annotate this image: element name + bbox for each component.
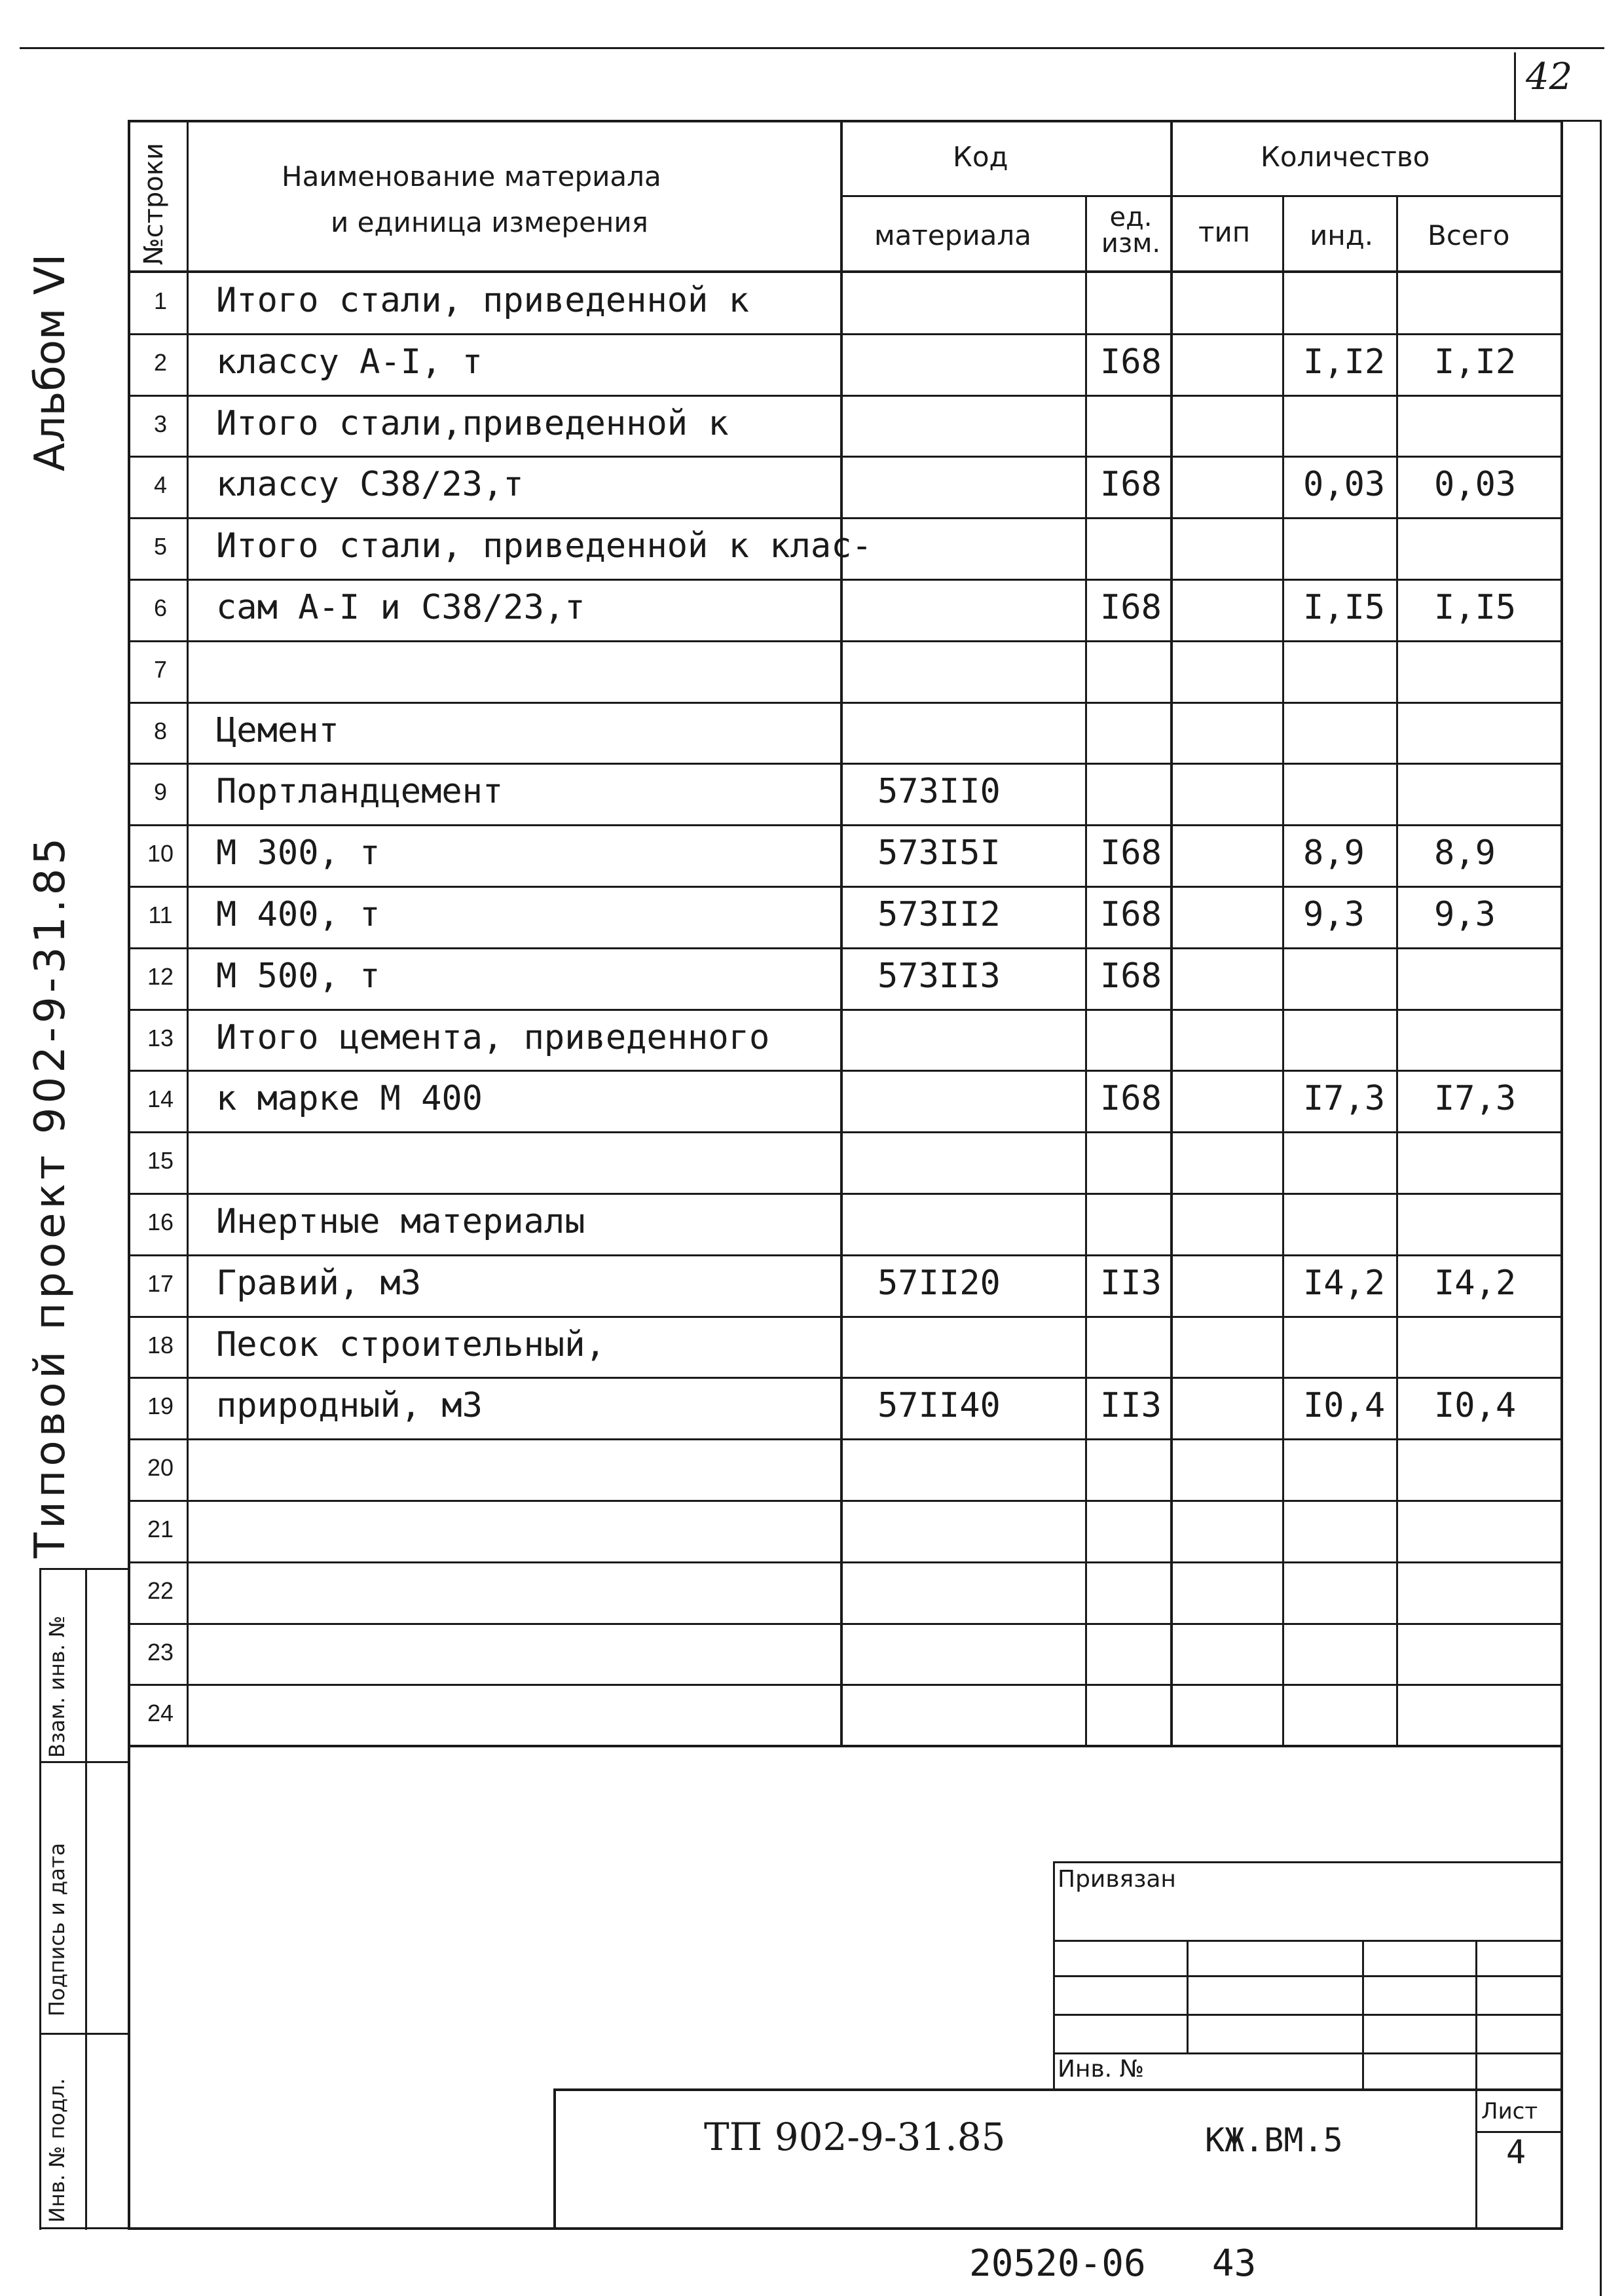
row-divider <box>128 947 1562 949</box>
page-number: 42 <box>1526 56 1573 98</box>
header-bottom <box>128 270 1562 273</box>
row-number: 23 <box>147 1639 174 1666</box>
podpis-data-label: Подпись и дата <box>45 1842 69 2016</box>
document-mark: КЖ.ВМ.5 <box>1205 2121 1343 2159</box>
frame-left <box>128 120 130 2230</box>
stamp-row3 <box>1053 2014 1562 2016</box>
row-material-code: 573II3 <box>877 957 1001 996</box>
header-qty-total: Всего <box>1428 219 1510 251</box>
row-material-name: к марке М 400 <box>216 1079 483 1118</box>
stamp-row4 <box>1053 2052 1562 2054</box>
side-strip-bottom <box>39 2227 130 2229</box>
inv-no-label: Инв. № <box>1058 2056 1145 2083</box>
side-strip-div1 <box>39 1761 130 1763</box>
row-unit-code: I68 <box>1100 588 1162 627</box>
row-divider <box>128 1500 1562 1502</box>
row-qty-ind: 0,03 <box>1303 465 1386 504</box>
row-number: 2 <box>153 349 168 376</box>
top-border-line <box>20 47 1604 49</box>
row-material-name: Инертные материалы <box>216 1202 585 1241</box>
row-qty-total: 9,3 <box>1434 895 1496 934</box>
stamp-col3 <box>1475 1940 1477 2228</box>
row-unit-code: II3 <box>1100 1264 1162 1303</box>
row-qty-ind: I4,2 <box>1303 1264 1386 1303</box>
col-line-ind <box>1282 196 1284 1747</box>
side-strip-top <box>39 1568 130 1570</box>
row-material-code: 573II0 <box>877 772 1001 811</box>
row-qty-total: I0,4 <box>1434 1386 1517 1425</box>
row-divider <box>128 1254 1562 1256</box>
row-number: 17 <box>147 1270 174 1297</box>
row-qty-ind: I0,4 <box>1303 1386 1386 1425</box>
row-material-code: 57II40 <box>877 1386 1001 1425</box>
col-line-code <box>840 120 843 1747</box>
row-material-code: 57II20 <box>877 1264 1001 1303</box>
row-divider <box>128 1623 1562 1625</box>
document-code: ТП 902-9-31.85 <box>704 2115 1006 2159</box>
header-qty-ind: инд. <box>1310 219 1374 251</box>
row-divider <box>128 1561 1562 1563</box>
footer-number: 20520-06 43 <box>969 2242 1257 2285</box>
row-number: 19 <box>147 1393 174 1419</box>
row-qty-ind: 8,9 <box>1303 833 1365 873</box>
row-number: 1 <box>153 287 168 314</box>
row-number: 11 <box>148 902 173 928</box>
row-unit-code: I68 <box>1100 1079 1162 1118</box>
row-unit-code: I68 <box>1100 833 1162 873</box>
header-name-line1: Наименование материала <box>282 160 661 192</box>
row-divider <box>128 1193 1562 1195</box>
row-unit-code: I68 <box>1100 895 1162 934</box>
row-material-name: Песок строительный, <box>216 1325 606 1364</box>
row-qty-ind: 9,3 <box>1303 895 1365 934</box>
right-margin-line <box>1600 121 1602 2296</box>
row-material-name: Гравий, м3 <box>216 1264 422 1303</box>
row-unit-code: I68 <box>1100 465 1162 504</box>
header-qty-type: тип <box>1198 216 1251 248</box>
row-material-name: Цемент <box>216 711 339 750</box>
header-code: Код <box>953 141 1008 173</box>
row-qty-total: 0,03 <box>1434 465 1517 504</box>
sheet-label: Лист <box>1481 2098 1538 2124</box>
row-qty-total: 8,9 <box>1434 833 1496 873</box>
row-divider <box>128 702 1562 704</box>
row-number: 21 <box>147 1516 174 1542</box>
row-material-name: М 500, т <box>216 957 380 996</box>
row-number: 13 <box>147 1025 174 1051</box>
row-material-name: Итого стали,приведенной к <box>216 404 729 443</box>
row-number: 5 <box>153 533 168 560</box>
row-divider <box>128 824 1562 826</box>
project-label: Типовой проект 902-9-31.85 <box>26 833 75 1558</box>
row-unit-code: I68 <box>1100 957 1162 996</box>
row-divider <box>128 640 1562 642</box>
stamp-main-left <box>553 2088 556 2229</box>
row-qty-total: I4,2 <box>1434 1264 1517 1303</box>
stamp-col1 <box>1187 1940 1189 2052</box>
col-line-rowno <box>187 120 189 1747</box>
row-qty-total: I,I5 <box>1434 588 1517 627</box>
row-number: 22 <box>147 1577 174 1604</box>
row-divider <box>128 456 1562 458</box>
row-number: 20 <box>147 1454 174 1481</box>
row-material-name: сам A-I и С38/23,т <box>216 588 585 627</box>
stamp-main-top <box>553 2088 1562 2091</box>
col-line-qty <box>1170 120 1173 1747</box>
row-material-code: 573II2 <box>877 895 1001 934</box>
row-divider <box>128 1438 1562 1440</box>
row-divider <box>128 333 1562 335</box>
vzam-inv-label: Взам. инв. № <box>45 1615 69 1758</box>
row-divider <box>128 1070 1562 1072</box>
row-number: 15 <box>147 1147 174 1174</box>
row-divider <box>128 886 1562 888</box>
row-qty-ind: I,I5 <box>1303 588 1386 627</box>
row-material-name: М 300, т <box>216 833 380 873</box>
row-material-name: Портландцемент <box>216 772 504 811</box>
header-name-line2: и единица измерения <box>331 206 648 238</box>
stamp-row2 <box>1053 1975 1562 1977</box>
row-material-name: Итого цемента, приведенного <box>216 1018 770 1057</box>
row-number: 8 <box>153 718 168 744</box>
row-qty-ind: I7,3 <box>1303 1079 1386 1118</box>
row-divider <box>128 1684 1562 1686</box>
row-material-name: М 400, т <box>216 895 380 934</box>
header-code-material: материала <box>874 219 1032 251</box>
album-label: Альбом VI <box>26 253 75 471</box>
inv-podl-label: Инв. № подл. <box>45 2078 69 2223</box>
privyazan-label: Привязан <box>1058 1866 1176 1893</box>
header-code-unit: ед. изм. <box>1101 202 1161 259</box>
row-number: 4 <box>153 471 168 498</box>
side-strip-right <box>85 1568 87 2230</box>
stamp-row1 <box>1053 1940 1562 1942</box>
row-qty-total: I,I2 <box>1434 342 1517 382</box>
row-material-name: природный, м3 <box>216 1386 483 1425</box>
row-number: 16 <box>147 1209 174 1235</box>
row-number: 12 <box>147 963 174 990</box>
row-number: 14 <box>147 1085 174 1112</box>
row-material-code: 573I5I <box>877 833 1001 873</box>
row-qty-ind: I,I2 <box>1303 342 1386 382</box>
row-material-name: Итого стали, приведенной к клас- <box>216 526 872 566</box>
row-number: 18 <box>147 1332 174 1358</box>
stamp-col2 <box>1362 1940 1364 2090</box>
row-number: 9 <box>153 778 168 805</box>
frame-bottom <box>128 2227 1562 2230</box>
frame-right <box>1560 120 1563 2230</box>
page-number-box-left <box>1514 52 1516 121</box>
header-quantity: Количество <box>1261 141 1430 173</box>
row-number: 24 <box>147 1700 174 1726</box>
table-bottom <box>128 1745 1562 1747</box>
row-unit-code: I68 <box>1100 342 1162 382</box>
row-divider <box>128 763 1562 765</box>
row-divider <box>128 1316 1562 1318</box>
row-material-name: классу С38/23,т <box>216 465 524 504</box>
row-divider <box>128 517 1562 519</box>
row-divider <box>128 395 1562 397</box>
stamp-top <box>1053 1861 1562 1863</box>
row-material-name: классу A-I, т <box>216 342 483 382</box>
sheet-number: 4 <box>1506 2133 1526 2171</box>
row-divider <box>128 1131 1562 1133</box>
side-strip-left <box>39 1568 41 2230</box>
row-number: 3 <box>153 410 168 437</box>
row-number: 6 <box>153 594 168 621</box>
row-qty-total: I7,3 <box>1434 1079 1517 1118</box>
row-number: 7 <box>153 656 168 683</box>
col-line-unit <box>1085 196 1087 1747</box>
frame-top <box>128 120 1562 122</box>
header-subline <box>840 195 1562 197</box>
row-divider <box>128 579 1562 581</box>
side-strip-div2 <box>39 2033 130 2035</box>
row-number: 10 <box>147 840 174 867</box>
header-row-number: №строки <box>139 143 169 265</box>
row-divider <box>128 1009 1562 1011</box>
row-divider <box>128 1377 1562 1379</box>
col-line-total <box>1396 196 1398 1747</box>
row-material-name: Итого стали, приведенной к <box>216 281 749 320</box>
row-unit-code: II3 <box>1100 1386 1162 1425</box>
